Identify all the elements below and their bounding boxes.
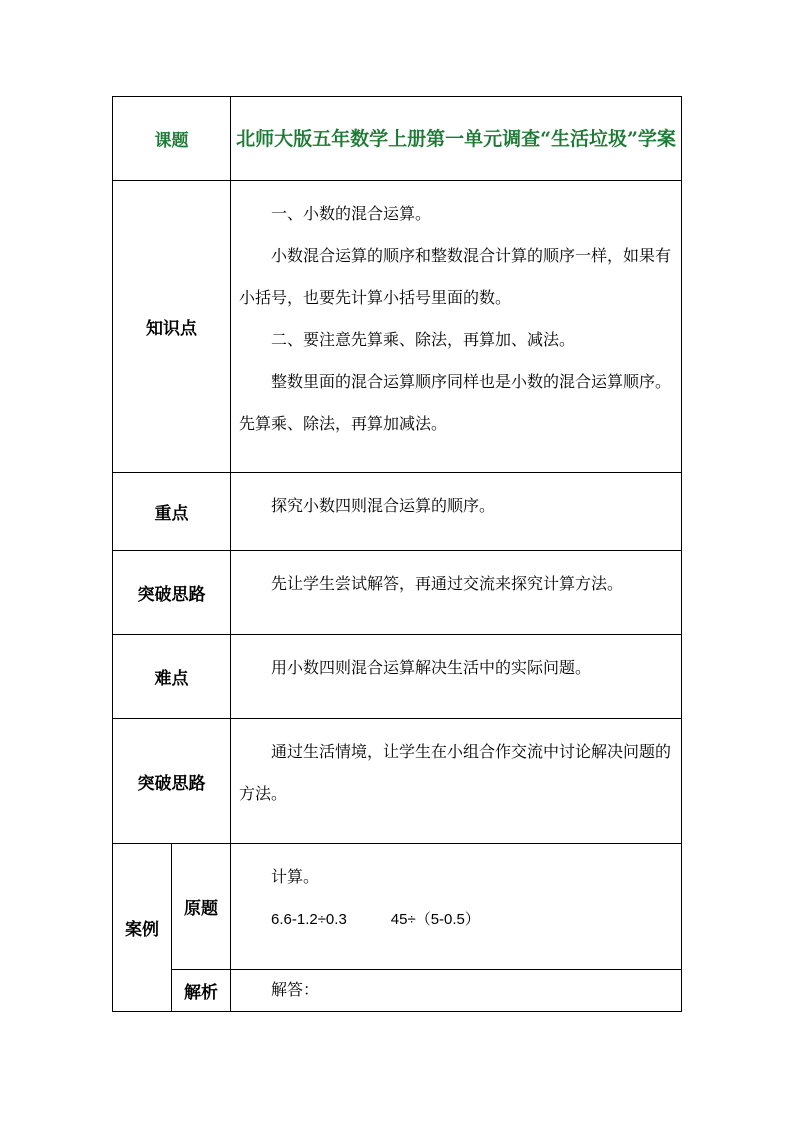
case-label: 案例: [113, 844, 172, 1012]
knowledge-line-3: 二、要注意先算乘、除法，再算加、减法。: [271, 330, 576, 349]
key-point-content: [231, 473, 682, 551]
difficulty-row: [113, 635, 682, 719]
approach-text-1: 先让学生尝试解答，再通过交流来探究计算方法。: [271, 574, 624, 593]
approach-content-2: [231, 719, 682, 844]
knowledge-line-1: 一、小数的混合运算。: [271, 204, 432, 223]
difficulty-label: 难点: [113, 635, 231, 719]
original-expressions: [239, 898, 674, 941]
key-point-row: [113, 473, 682, 551]
key-point-label: 重点: [113, 473, 231, 551]
analysis-content: [231, 970, 682, 1012]
approach-label-2: 突破思路: [113, 719, 231, 844]
lesson-plan-table: [112, 96, 682, 1012]
analysis-text: 解答：: [271, 980, 320, 999]
difficulty-text: 用小数四则混合运算解决生活中的实际问题。: [271, 658, 592, 677]
document-title: 北师大版五年数学上册第一单元调查“生活垃圾”学案: [231, 97, 682, 181]
expression-1: 6.6-1.2÷0.3: [271, 911, 347, 928]
difficulty-content: [231, 635, 682, 719]
original-label: 原题: [172, 844, 231, 970]
knowledge-row: [113, 181, 682, 473]
key-point-text: 探究小数四则混合运算的顺序。: [271, 496, 496, 515]
knowledge-line-4: 整数里面的混合运算顺序同样也是小数的混合运算顺序。先算乘、除法，再算加减法。: [239, 372, 672, 433]
approach-text-2: 通过生活情境，让学生在小组合作交流中讨论解决问题的方法。: [239, 742, 672, 803]
knowledge-line-2: 小数混合运算的顺序和整数混合计算的顺序一样，如果有小括号，也要先计算小括号里面的数。: [239, 246, 672, 307]
approach-row-2: [113, 719, 682, 844]
original-intro: 计算。: [271, 867, 320, 886]
knowledge-label: 知识点: [113, 181, 231, 473]
case-original-row: [113, 844, 682, 970]
approach-row-1: [113, 551, 682, 635]
original-content: [231, 844, 682, 970]
title-label: 课题: [113, 97, 231, 181]
approach-content-1: [231, 551, 682, 635]
expression-2: 45÷（5-0.5）: [390, 911, 480, 928]
knowledge-content: [231, 181, 682, 473]
analysis-label: 解析: [172, 970, 231, 1012]
title-row: [113, 97, 682, 181]
case-analysis-row: [113, 970, 682, 1012]
approach-label-1: 突破思路: [113, 551, 231, 635]
